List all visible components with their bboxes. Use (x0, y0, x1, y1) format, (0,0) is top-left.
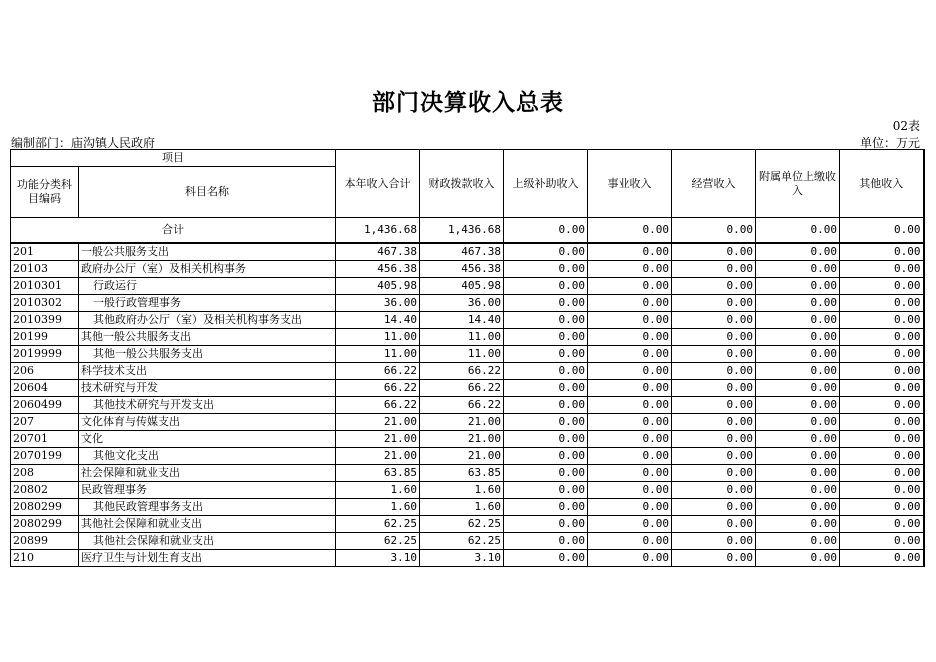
row-code: 20899 (11, 533, 79, 550)
row-value: 0.00 (840, 431, 924, 448)
row-value: 0.00 (840, 397, 924, 414)
row-value: 21.00 (420, 431, 504, 448)
row-value: 0.00 (588, 346, 672, 363)
row-value: 0.00 (840, 516, 924, 533)
row-value: 3.10 (420, 550, 504, 567)
row-value: 0.00 (504, 261, 588, 278)
row-value: 0.00 (504, 329, 588, 346)
table-row (11, 533, 924, 550)
row-subject-name: 其他社会保障和就业支出 (79, 516, 336, 533)
table-body (11, 243, 924, 567)
table-row (11, 312, 924, 329)
row-code: 201 (11, 243, 79, 261)
row-subject-name: 其他一般公共服务支出 (79, 329, 336, 346)
row-value: 0.00 (840, 329, 924, 346)
total-value: 0.00 (588, 218, 672, 244)
row-value: 0.00 (756, 295, 840, 312)
row-value: 0.00 (756, 448, 840, 465)
header-affiliated: 附属单位上缴收入 (756, 150, 840, 218)
unit-label: 单位：万元 (859, 136, 920, 150)
row-value: 0.00 (840, 243, 924, 261)
row-value: 0.00 (672, 499, 756, 516)
row-value: 0.00 (588, 465, 672, 482)
row-value: 467.38 (420, 243, 504, 261)
row-value: 0.00 (672, 516, 756, 533)
income-summary-table (10, 149, 925, 567)
row-value: 0.00 (672, 312, 756, 329)
row-value: 0.00 (756, 312, 840, 329)
row-value: 0.00 (756, 431, 840, 448)
row-value: 62.25 (336, 516, 420, 533)
total-value: 1,436.68 (420, 218, 504, 244)
row-value: 0.00 (840, 533, 924, 550)
row-value: 0.00 (756, 278, 840, 295)
row-value: 0.00 (588, 431, 672, 448)
row-subject-name: 科学技术支出 (79, 363, 336, 380)
row-value: 21.00 (420, 448, 504, 465)
row-value: 0.00 (840, 380, 924, 397)
total-row-label: 合计 (11, 218, 336, 244)
department-label: 编制部门：庙沟镇人民政府 (11, 136, 156, 150)
total-value: 0.00 (672, 218, 756, 244)
table-row (11, 516, 924, 533)
table-row (11, 499, 924, 516)
row-code: 206 (11, 363, 79, 380)
row-value: 11.00 (420, 329, 504, 346)
row-value: 405.98 (420, 278, 504, 295)
header-item: 项目 (11, 150, 336, 167)
row-value: 0.00 (756, 329, 840, 346)
row-value: 66.22 (420, 397, 504, 414)
row-value: 456.38 (336, 261, 420, 278)
row-value: 0.00 (840, 278, 924, 295)
table-row (11, 550, 924, 567)
row-value: 0.00 (840, 465, 924, 482)
row-value: 21.00 (336, 431, 420, 448)
row-value: 0.00 (504, 465, 588, 482)
table-row (11, 261, 924, 278)
row-value: 0.00 (588, 278, 672, 295)
row-value: 0.00 (504, 397, 588, 414)
row-value: 1.60 (420, 499, 504, 516)
row-subject-name: 社会保障和就业支出 (79, 465, 336, 482)
row-code: 2010399 (11, 312, 79, 329)
row-value: 0.00 (756, 380, 840, 397)
row-code: 2019999 (11, 346, 79, 363)
row-value: 0.00 (504, 499, 588, 516)
total-value: 0.00 (756, 218, 840, 244)
row-value: 63.85 (420, 465, 504, 482)
row-code: 20199 (11, 329, 79, 346)
row-value: 1.60 (420, 482, 504, 499)
row-value: 1.60 (336, 499, 420, 516)
row-value: 0.00 (504, 295, 588, 312)
row-code: 2080299 (11, 516, 79, 533)
table-row (11, 278, 924, 295)
row-value: 456.38 (420, 261, 504, 278)
row-code: 2060499 (11, 397, 79, 414)
row-value: 0.00 (672, 261, 756, 278)
row-value: 0.00 (672, 363, 756, 380)
table-row (11, 482, 924, 499)
row-code: 20802 (11, 482, 79, 499)
header-total-income: 本年收入合计 (336, 150, 420, 218)
row-value: 0.00 (840, 312, 924, 329)
row-value: 0.00 (840, 550, 924, 567)
row-value: 0.00 (672, 346, 756, 363)
row-value: 62.25 (420, 533, 504, 550)
row-value: 0.00 (672, 380, 756, 397)
row-value: 0.00 (756, 465, 840, 482)
row-value: 36.00 (336, 295, 420, 312)
row-value: 0.00 (840, 482, 924, 499)
row-value: 0.00 (504, 243, 588, 261)
row-value: 36.00 (420, 295, 504, 312)
row-value: 0.00 (504, 550, 588, 567)
row-value: 66.22 (420, 363, 504, 380)
row-subject-name: 文化 (79, 431, 336, 448)
row-subject-name: 其他一般公共服务支出 (79, 346, 336, 363)
row-subject-name: 一般公共服务支出 (79, 243, 336, 261)
row-value: 3.10 (336, 550, 420, 567)
row-value: 0.00 (672, 295, 756, 312)
row-value: 0.00 (756, 414, 840, 431)
row-value: 0.00 (672, 533, 756, 550)
row-code: 208 (11, 465, 79, 482)
row-value: 0.00 (504, 278, 588, 295)
row-value: 0.00 (756, 499, 840, 516)
row-value: 0.00 (840, 448, 924, 465)
row-value: 21.00 (336, 414, 420, 431)
row-code: 207 (11, 414, 79, 431)
row-value: 1.60 (336, 482, 420, 499)
row-value: 0.00 (672, 329, 756, 346)
row-subject-name: 技术研究与开发 (79, 380, 336, 397)
row-value: 14.40 (420, 312, 504, 329)
table-row (11, 346, 924, 363)
table-row (11, 397, 924, 414)
row-value: 0.00 (672, 431, 756, 448)
row-value: 0.00 (588, 261, 672, 278)
row-value: 0.00 (504, 414, 588, 431)
row-value: 0.00 (672, 465, 756, 482)
total-value: 0.00 (504, 218, 588, 244)
row-value: 0.00 (756, 482, 840, 499)
row-value: 21.00 (420, 414, 504, 431)
row-value: 467.38 (336, 243, 420, 261)
row-value: 0.00 (756, 261, 840, 278)
table-row (11, 414, 924, 431)
header-func-code: 功能分类科目编码 (11, 167, 79, 218)
row-subject-name: 行政运行 (79, 278, 336, 295)
row-value: 0.00 (504, 448, 588, 465)
row-value: 405.98 (336, 278, 420, 295)
row-value: 66.22 (336, 397, 420, 414)
row-value: 0.00 (672, 414, 756, 431)
total-value: 1,436.68 (336, 218, 420, 244)
row-value: 0.00 (672, 448, 756, 465)
row-value: 62.25 (420, 516, 504, 533)
row-code: 2070199 (11, 448, 79, 465)
row-value: 11.00 (420, 346, 504, 363)
row-value: 66.22 (336, 363, 420, 380)
row-subject-name: 医疗卫生与计划生育支出 (79, 550, 336, 567)
header-subject-name: 科目名称 (79, 167, 336, 218)
page-title: 部门决算收入总表 (372, 90, 564, 116)
row-value: 0.00 (588, 397, 672, 414)
row-subject-name: 其他社会保障和就业支出 (79, 533, 336, 550)
row-value: 0.00 (588, 448, 672, 465)
row-code: 20103 (11, 261, 79, 278)
row-value: 0.00 (756, 243, 840, 261)
row-value: 0.00 (504, 363, 588, 380)
row-subject-name: 一般行政管理事务 (79, 295, 336, 312)
row-subject-name: 民政管理事务 (79, 482, 336, 499)
row-value: 0.00 (588, 329, 672, 346)
row-value: 0.00 (504, 380, 588, 397)
row-subject-name: 其他技术研究与开发支出 (79, 397, 336, 414)
header-operating: 经营收入 (672, 150, 756, 218)
row-code: 210 (11, 550, 79, 567)
header-business: 事业收入 (588, 150, 672, 218)
row-value: 0.00 (672, 397, 756, 414)
table-row (11, 431, 924, 448)
row-value: 0.00 (588, 243, 672, 261)
row-value: 0.00 (588, 363, 672, 380)
table-row (11, 363, 924, 380)
header-other: 其他收入 (840, 150, 924, 218)
row-value: 0.00 (588, 380, 672, 397)
row-value: 11.00 (336, 329, 420, 346)
row-value: 63.85 (336, 465, 420, 482)
row-value: 0.00 (756, 346, 840, 363)
table-row (11, 329, 924, 346)
row-value: 0.00 (588, 312, 672, 329)
row-value: 0.00 (756, 533, 840, 550)
row-value: 0.00 (840, 261, 924, 278)
table-row (11, 465, 924, 482)
row-subject-name: 文化体育与传媒支出 (79, 414, 336, 431)
row-value: 0.00 (840, 363, 924, 380)
row-value: 11.00 (336, 346, 420, 363)
row-value: 0.00 (672, 482, 756, 499)
row-value: 0.00 (504, 431, 588, 448)
row-value: 0.00 (756, 397, 840, 414)
row-value: 0.00 (672, 550, 756, 567)
row-value: 0.00 (840, 295, 924, 312)
row-value: 21.00 (336, 448, 420, 465)
table-row (11, 243, 924, 261)
row-value: 0.00 (504, 346, 588, 363)
row-value: 0.00 (756, 516, 840, 533)
table-row (11, 295, 924, 312)
row-value: 66.22 (336, 380, 420, 397)
row-value: 14.40 (336, 312, 420, 329)
row-value: 62.25 (336, 533, 420, 550)
row-value: 0.00 (588, 499, 672, 516)
row-value: 0.00 (588, 295, 672, 312)
row-value: 0.00 (588, 516, 672, 533)
row-value: 0.00 (840, 346, 924, 363)
row-code: 2010301 (11, 278, 79, 295)
row-subject-name: 其他政府办公厅（室）及相关机构事务支出 (79, 312, 336, 329)
row-value: 66.22 (420, 380, 504, 397)
row-subject-name: 其他文化支出 (79, 448, 336, 465)
row-value: 0.00 (672, 278, 756, 295)
header-superior-subsidy: 上级补助收入 (504, 150, 588, 218)
row-code: 2080299 (11, 499, 79, 516)
row-code: 20701 (11, 431, 79, 448)
row-value: 0.00 (756, 550, 840, 567)
row-subject-name: 其他民政管理事务支出 (79, 499, 336, 516)
row-value: 0.00 (756, 363, 840, 380)
table-row (11, 380, 924, 397)
row-value: 0.00 (588, 414, 672, 431)
row-value: 0.00 (504, 312, 588, 329)
row-value: 0.00 (672, 243, 756, 261)
row-value: 0.00 (840, 414, 924, 431)
row-value: 0.00 (504, 533, 588, 550)
total-value: 0.00 (840, 218, 924, 244)
row-value: 0.00 (504, 516, 588, 533)
header-fiscal: 财政拨款收入 (420, 150, 504, 218)
form-number: 02表 (892, 119, 920, 133)
row-value: 0.00 (840, 499, 924, 516)
row-value: 0.00 (504, 482, 588, 499)
row-code: 2010302 (11, 295, 79, 312)
table-row (11, 448, 924, 465)
row-code: 20604 (11, 380, 79, 397)
row-value: 0.00 (588, 533, 672, 550)
row-value: 0.00 (588, 550, 672, 567)
row-value: 0.00 (588, 482, 672, 499)
row-subject-name: 政府办公厅（室）及相关机构事务 (79, 261, 336, 278)
